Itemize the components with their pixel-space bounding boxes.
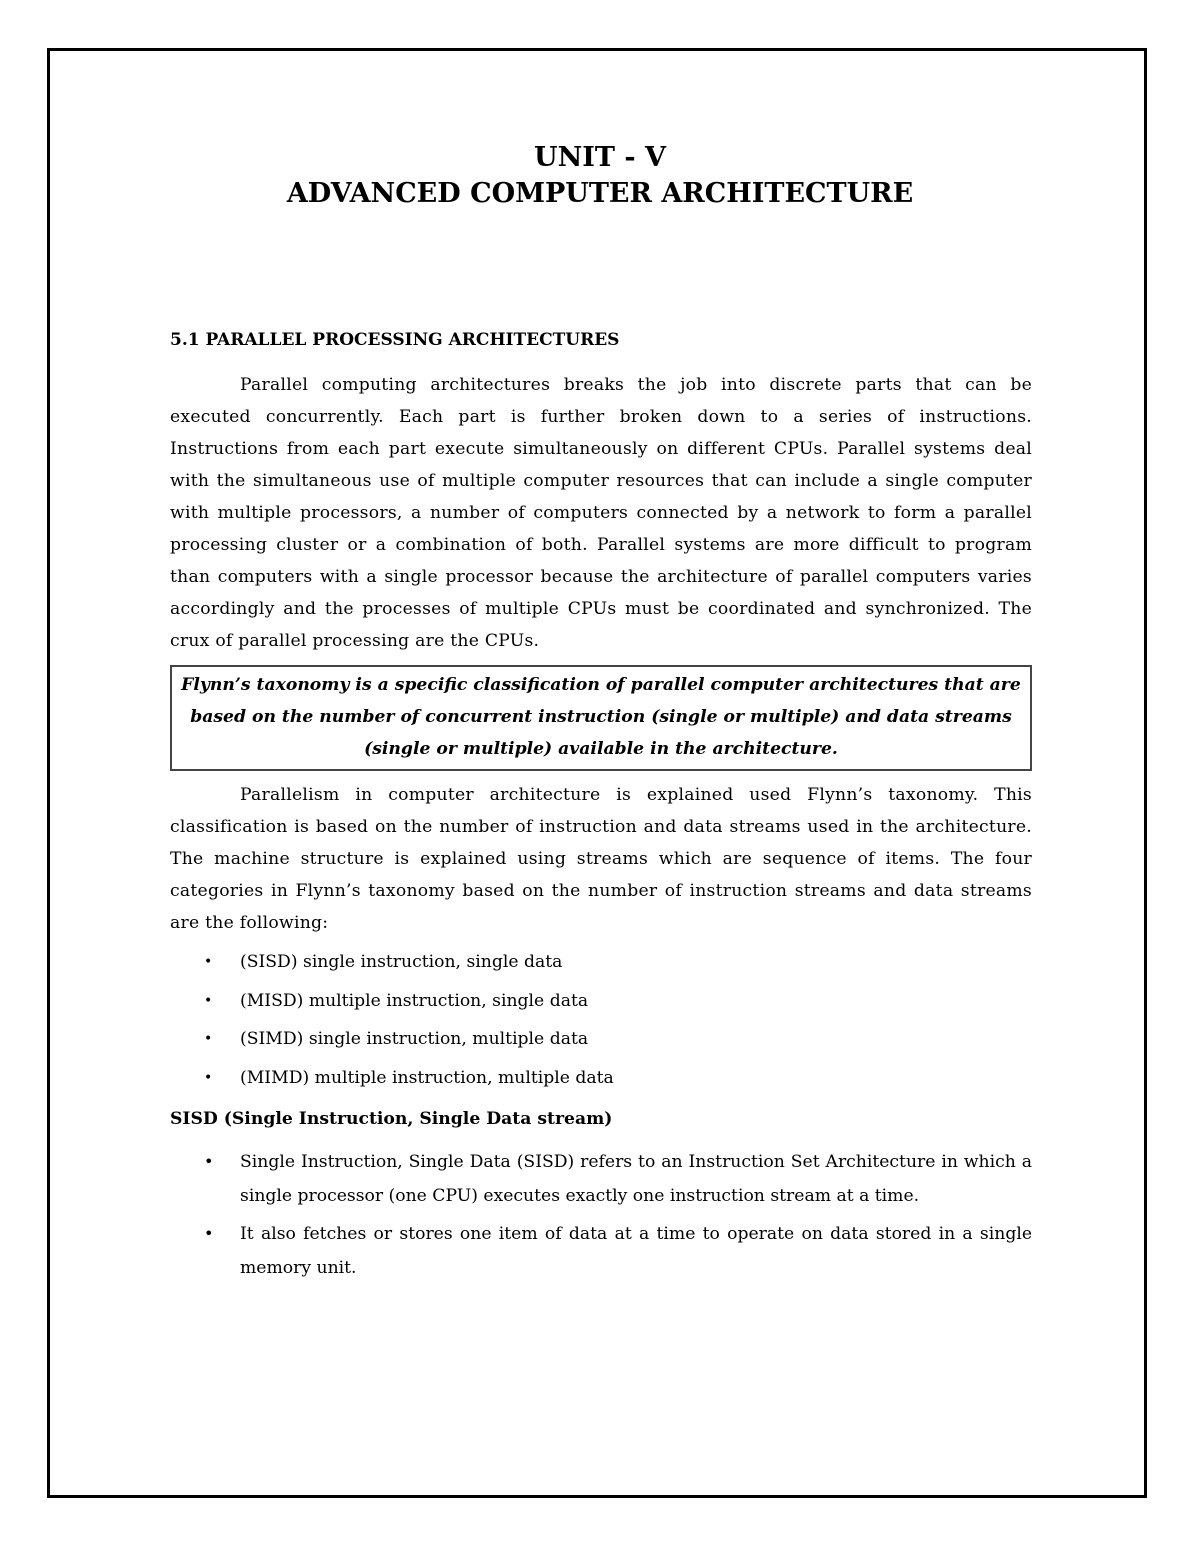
list-item-text: (MISD) multiple instruction, single data bbox=[240, 990, 589, 1011]
list-item-text: (MIMD) multiple instruction, multiple data bbox=[240, 1067, 614, 1088]
bullet-icon: • bbox=[204, 1031, 213, 1047]
flynn-paragraph: Parallelism in computer architecture is explained used Flynn’s taxonomy. This classification is based on the number of instruction and data streams used in the architecture. The machine structure is explained using streams which are sequence of items. The four categories in Flynn’s taxonomy based on the number of instruction streams and data streams are the following: bbox=[170, 785, 1032, 933]
list-item-text: Single Instruction, Single Data (SISD) refers to an Instruction Set Architecture in which a single processor (one CPU) executes exactly one instruction stream at a time. bbox=[240, 1152, 1032, 1206]
list-item bbox=[170, 1145, 1032, 1213]
sisd-points-list bbox=[170, 1145, 1032, 1285]
bullet-icon: • bbox=[204, 1152, 214, 1171]
document-body bbox=[170, 325, 1032, 1289]
list-item-text: It also fetches or stores one item of data at a time to operate on data stored in a single memory unit. bbox=[240, 1224, 1032, 1278]
unit-title: UNIT - V bbox=[534, 142, 666, 173]
sisd-heading: SISD (Single Instruction, Single Data stream) bbox=[170, 1109, 613, 1129]
bullet-icon: • bbox=[204, 954, 213, 970]
list-item bbox=[170, 982, 1032, 1021]
bullet-icon: • bbox=[204, 1224, 214, 1243]
bullet-icon: • bbox=[204, 1069, 213, 1086]
flynn-categories-list bbox=[170, 943, 1032, 1097]
intro-paragraph: Parallel computing architectures breaks the job into discrete parts that can be executed concurrently. Each part is further broken down to a series of instructions. Instructions from each part execute simultaneously on different CPUs. Parallel systems deal with the simultaneous use of multiple computer resources that can include a single computer with multiple processors, a number of computers connected by a network to form a parallel processing cluster or a combination of both. Parallel systems are more difficult to program than computers with a single processor because the architecture of parallel computers varies accordingly and the processes of multiple CPUs must be coordinated and synchronized. The crux of parallel processing are the CPUs. bbox=[170, 375, 1032, 651]
list-item bbox=[170, 943, 1032, 982]
chapter-title: ADVANCED COMPUTER ARCHITECTURE bbox=[286, 178, 914, 209]
page-title bbox=[0, 140, 1200, 212]
section-heading: 5.1 PARALLEL PROCESSING ARCHITECTURES bbox=[170, 330, 620, 350]
list-item bbox=[170, 1059, 1032, 1098]
list-item-text: (SISD) single instruction, single data bbox=[240, 952, 563, 972]
bullet-icon: • bbox=[204, 992, 213, 1009]
list-item bbox=[170, 1217, 1032, 1285]
list-item-text: (SIMD) single instruction, multiple data bbox=[240, 1029, 589, 1049]
definition-callout: Flynn’s taxonomy is a specific classification of parallel computer architectures that are based on the number of concurrent instruction (single or multiple) and data streams (single or multiple) available in the architecture. bbox=[170, 665, 1032, 771]
list-item bbox=[170, 1020, 1032, 1059]
